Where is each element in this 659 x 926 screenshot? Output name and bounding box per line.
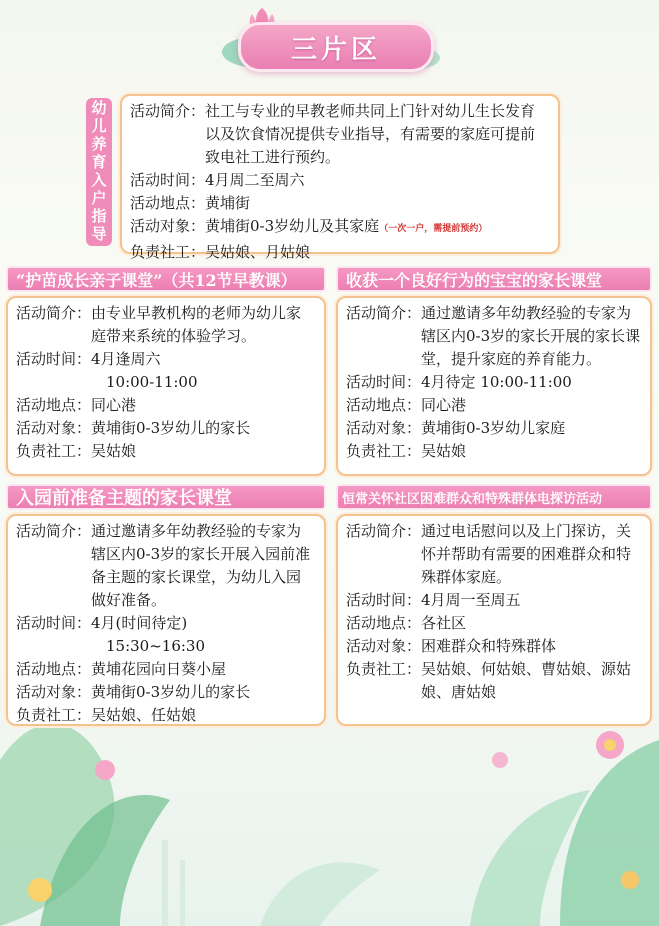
info-row: 活动时间： 4月(时间待定) (16, 614, 188, 632)
info-row: 活动简介： 通过邀请多年幼教经验的专家为辖区内0-3岁的家长开展入园前准备主题的家长课堂，为幼儿入园做好准备。 (16, 522, 311, 609)
section-banner: 恒常关怀社区困难群众和特殊群体电探访活动 (336, 484, 652, 510)
section-card (336, 514, 652, 726)
info-row: 活动时间： 4月待定 10:00-11:00 (346, 373, 572, 391)
info-row: 活动对象： 困难群众和特殊群体 (346, 637, 557, 655)
guide-vertical-label: 幼儿养育入户指导 (86, 98, 112, 246)
info-row: 活动简介： 由专业早教机构的老师为幼儿家庭带来系统的体验学习。 (16, 304, 302, 345)
info-row: 15:30~16:30 (106, 637, 206, 655)
info-row: 负责社工： 吴姑娘 (346, 442, 467, 460)
info-row: 负责社工： 吴姑娘、月姑娘 (130, 243, 311, 261)
info-row: 活动地点： 同心港 (16, 396, 137, 414)
section-card (6, 514, 326, 726)
info-row: 活动地点： 黄埔街 (130, 194, 251, 212)
info-row: 活动对象： 黄埔街0-3岁幼儿及其家庭（一次一户，需提前预约） (130, 217, 488, 235)
info-row: 活动简介： 通过电话慰问以及上门探访，关怀并帮助有需要的困难群众和特殊群体家庭。 (346, 522, 632, 586)
section-banner: 收获一个良好行为的宝宝的家长课堂 (336, 266, 652, 292)
info-row: 活动对象： 黄埔街0-3岁幼儿的家长 (16, 419, 251, 437)
info-row: 负责社工： 吴姑娘 (16, 442, 137, 460)
page-title: 三片区 (290, 34, 381, 65)
info-row: 10:00-11:00 (106, 373, 198, 391)
page-title-badge (238, 22, 434, 72)
info-row: 活动时间： 4月逢周六 (16, 350, 161, 368)
info-row: 活动对象： 黄埔街0-3岁幼儿的家长 (16, 683, 251, 701)
reservation-note: （一次一户，需提前预约） (379, 224, 488, 234)
info-row: 活动简介： 通过邀请多年幼教经验的专家为辖区内0-3岁的家长开展的家长课堂，提升家庭的养育能力。 (346, 304, 641, 368)
info-row: 活动对象： 黄埔街0-3岁幼儿家庭 (346, 419, 566, 437)
info-row: 活动时间： 4月周一至周五 (346, 591, 521, 609)
info-row: 活动简介： 社工与专业的早教老师共同上门针对幼儿生长发育以及饮食情况提供专业指导，有需要的家庭可提前致电社工进行预约。 (130, 102, 536, 166)
info-row: 活动时间： 4月周二至周六 (130, 171, 305, 189)
section-banner: 入园前准备主题的家长课堂 (6, 484, 326, 510)
section-banner: “护苗成长亲子课堂”（共12节早教课） (6, 266, 326, 292)
info-row: 活动地点： 同心港 (346, 396, 467, 414)
info-row: 负责社工： 吴姑娘、何姑娘、曹姑娘、源姑娘、唐姑娘 (346, 660, 632, 701)
info-row: 活动地点： 黄埔花园向日葵小屋 (16, 660, 227, 678)
section-card (6, 296, 326, 476)
info-row: 活动地点： 各社区 (346, 614, 467, 632)
guide-card (120, 94, 560, 261)
info-row: 负责社工： 吴姑娘、任姑娘 (16, 706, 197, 724)
section-card (336, 296, 652, 476)
